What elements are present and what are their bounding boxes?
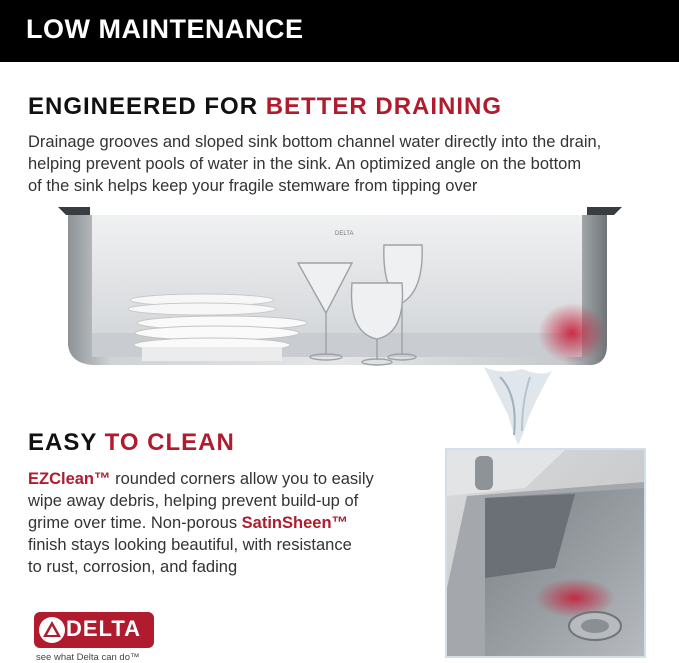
- satinsheen-label: SatinSheen™: [241, 514, 349, 532]
- heading-accent: TO CLEAN: [104, 429, 235, 456]
- section-heading-draining: [28, 93, 502, 121]
- description-line: Drainage grooves and sloped sink bottom channel water directly into the drain,: [28, 133, 602, 151]
- logo-tagline: see what Delta can do™: [36, 652, 140, 663]
- installed-sink-photo: [445, 448, 646, 658]
- draining-description: [28, 131, 601, 197]
- description-line: [28, 468, 374, 490]
- description-line: to rust, corrosion, and fading: [28, 558, 238, 576]
- heading-accent: BETTER DRAINING: [265, 93, 503, 120]
- water-stream-illustration: [484, 367, 552, 445]
- description-line: helping prevent pools of water in the sink. An optimized angle on the bottom: [28, 155, 582, 173]
- sink-cross-section-image: [52, 205, 632, 450]
- brand-mark: DELTA: [335, 231, 354, 237]
- heading-plain: EASY: [28, 429, 97, 456]
- description-line: of the sink helps keep your fragile stemware from tipping over: [28, 177, 478, 195]
- description-line: [28, 512, 374, 534]
- header-bar: [0, 0, 679, 62]
- description-fragment: grime over time. Non-porous: [28, 514, 242, 532]
- description-line: wipe away debris, helping prevent build-up of: [28, 492, 359, 510]
- delta-logo-icon: [38, 616, 66, 644]
- page-title: LOW MAINTENANCE: [26, 14, 304, 44]
- description-line: finish stays looking beautiful, with resistance: [28, 536, 352, 554]
- description-fragment: rounded corners allow you to easily: [110, 470, 374, 488]
- section-heading-clean: [28, 429, 235, 457]
- clean-description: [28, 468, 374, 578]
- ezclean-label: EZClean™: [28, 470, 111, 488]
- logo-text: DELTA: [66, 616, 142, 641]
- heading-plain: ENGINEERED FOR: [28, 93, 259, 120]
